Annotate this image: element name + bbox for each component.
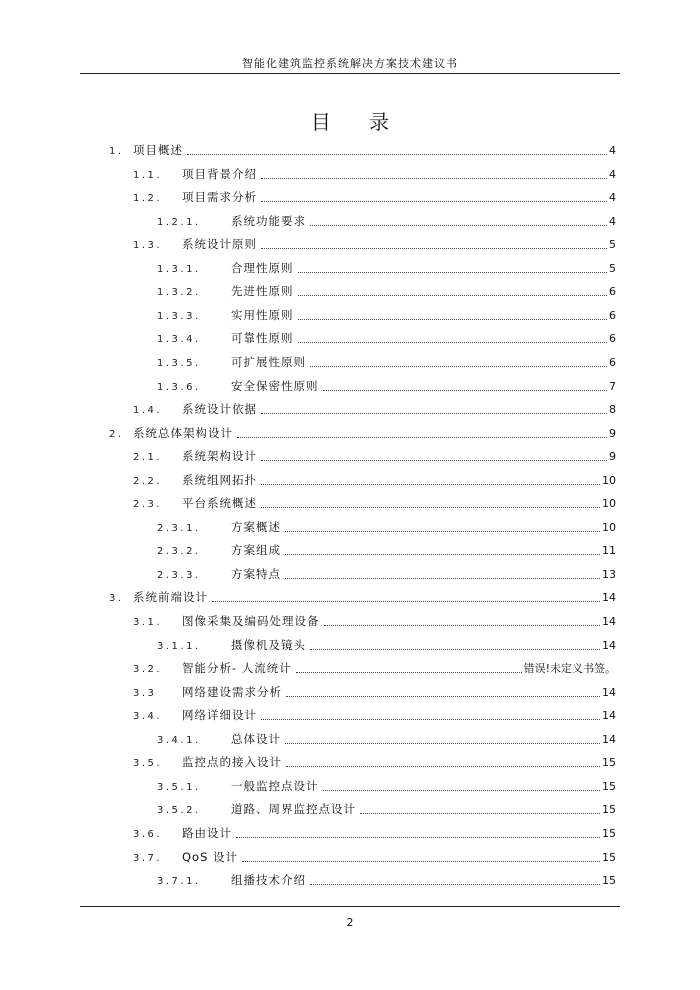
toc-entry-page: 14: [602, 615, 616, 628]
toc-entry-number: 2.: [109, 428, 124, 440]
toc-entry-number: 3.2.: [133, 664, 163, 676]
toc-entry[interactable]: [133, 493, 616, 513]
toc-entry[interactable]: [133, 705, 616, 725]
toc-entry-label: 方案组成: [231, 543, 281, 558]
toc-entry[interactable]: [157, 870, 616, 890]
toc-dot-leader: [286, 695, 600, 697]
toc-entry-number: 3.4.1.: [157, 734, 201, 746]
toc-entry-label: 组播技术介绍: [231, 873, 306, 888]
toc-entry-label: 先进性原则: [231, 284, 294, 299]
toc-dot-leader: [236, 836, 600, 838]
toc-entry[interactable]: [133, 847, 616, 867]
toc-entry[interactable]: [133, 682, 616, 702]
toc-entry-number: 2.3.2.: [157, 546, 201, 558]
toc-entry[interactable]: [157, 305, 616, 325]
toc-entry-page: 11: [602, 544, 616, 558]
toc-entry-number: 1.2.: [133, 193, 163, 205]
toc-entry-label: 项目需求分析: [182, 190, 257, 205]
toc-dot-leader: [237, 436, 607, 438]
toc-entry-label: 平台系统概述: [182, 496, 257, 511]
toc-dot-leader: [261, 718, 600, 720]
toc-entry-label: 系统功能要求: [231, 213, 306, 228]
toc-entry-label: 网络详细设计: [182, 708, 257, 723]
toc-entry-page: 10: [602, 520, 616, 534]
toc-entry-number: 2.3.: [133, 499, 163, 511]
toc-entry-label: 方案概述: [231, 519, 281, 534]
toc-entry-page: 4: [609, 191, 616, 205]
toc-entry[interactable]: [133, 234, 616, 254]
toc-entry[interactable]: [157, 258, 616, 278]
toc-entry-page: 14: [602, 709, 616, 723]
toc-entry-label: 摄像机及镜头: [231, 637, 306, 652]
toc-dot-leader: [285, 530, 600, 532]
toc-entry-page: 6: [609, 285, 616, 299]
toc-dot-leader: [298, 318, 608, 320]
toc-dot-leader: [310, 224, 607, 226]
toc-entry[interactable]: [157, 799, 616, 819]
toc-dot-leader: [310, 648, 600, 650]
toc-entry[interactable]: [157, 635, 616, 655]
toc-dot-leader: [261, 200, 607, 202]
toc-entry-label: 方案特点: [231, 566, 281, 581]
toc-entry-page: 4: [609, 214, 616, 228]
toc-entry-number: 3.7.: [133, 852, 163, 864]
toc-entry-label: 可扩展性原则: [231, 354, 306, 369]
toc-dot-leader: [310, 883, 600, 885]
toc-dot-leader: [285, 742, 600, 744]
toc-entry-page: 10: [602, 473, 616, 487]
toc-entry[interactable]: [133, 752, 616, 772]
toc-entry[interactable]: [133, 658, 616, 678]
toc-entry-number: 2.2.: [133, 475, 163, 487]
toc-entry[interactable]: [133, 823, 616, 843]
toc-entry-label: 实用性原则: [231, 307, 294, 322]
toc-entry-page: 15: [602, 826, 616, 840]
toc-entry-number: 3.6.: [133, 828, 163, 840]
toc-dot-leader: [286, 765, 600, 767]
toc-entry[interactable]: [133, 611, 616, 631]
toc-entry-label: 系统组网拓扑: [182, 472, 257, 487]
toc-entry-number: 2.1.: [133, 452, 163, 464]
toc-entry-label: 系统总体架构设计: [133, 425, 233, 440]
header-divider: [80, 73, 620, 74]
toc-entry-page: 错误!未定义书签。: [523, 662, 616, 676]
toc-entry-label: 图像采集及编码处理设备: [182, 614, 320, 628]
toc-entry-label: 项目概述: [133, 143, 183, 157]
toc-dot-leader: [261, 247, 607, 249]
toc-dot-leader: [212, 600, 600, 602]
toc-entry[interactable]: [157, 376, 616, 396]
toc-dot-leader: [261, 459, 607, 461]
toc-entry[interactable]: [133, 187, 616, 207]
toc-entry-number: 3.1.1.: [157, 640, 201, 652]
toc-entry[interactable]: [157, 540, 616, 560]
toc-entry-number: 3.3: [133, 687, 157, 699]
toc-entry[interactable]: [157, 281, 616, 301]
toc-entry[interactable]: [157, 328, 616, 348]
toc-entry-label: 智能分析- 人流统计: [182, 661, 292, 676]
toc-entry[interactable]: [109, 587, 616, 607]
toc-entry-number: 1.4.: [133, 405, 163, 417]
toc-dot-leader: [324, 624, 601, 626]
toc-entry-label: 网络建设需求分析: [182, 684, 282, 699]
page-number: 2: [346, 916, 354, 929]
footer-divider: [80, 906, 620, 907]
toc-entry-label: 项目背景介绍: [182, 166, 257, 181]
toc-entry-number: 1.3.3.: [157, 310, 201, 322]
toc-dot-leader: [285, 577, 600, 579]
toc-entry-number: 3.5.2.: [157, 805, 201, 817]
toc-dot-leader: [261, 412, 607, 414]
toc-dot-leader: [310, 365, 607, 367]
toc-entry-number: 1.2.1.: [157, 216, 201, 228]
toc-entry-page: 9: [609, 426, 616, 440]
toc-entry-page: 6: [609, 332, 616, 346]
toc-dot-leader: [261, 506, 600, 508]
toc-entry-page: 6: [609, 355, 616, 369]
toc-dot-leader: [298, 271, 608, 273]
toc-dot-leader: [296, 671, 522, 673]
toc-entry-number: 1.3.1.: [157, 263, 201, 275]
toc-entry-number: 3.5.: [133, 758, 163, 770]
toc-entry-label: 路由设计: [182, 825, 232, 840]
toc-entry-number: 3.7.1.: [157, 876, 201, 888]
toc-entry-label: 合理性原则: [231, 260, 294, 275]
toc-entry-page: 10: [602, 497, 616, 511]
toc-entry-number: 1.3.: [133, 240, 163, 252]
toc-dot-leader: [187, 153, 607, 155]
toc-entry-label: 总体设计: [231, 731, 281, 746]
toc-dot-leader: [298, 341, 608, 343]
toc-entry-number: 1.3.5.: [157, 357, 201, 369]
toc-entry-label: 可靠性原则: [231, 331, 294, 346]
toc-entry-number: 2.3.3.: [157, 569, 201, 581]
toc-entry-number: 1.3.4.: [157, 334, 201, 346]
toc-entry[interactable]: [109, 140, 616, 160]
toc-entry-label: 系统设计依据: [182, 402, 257, 417]
toc-dot-leader: [298, 294, 608, 296]
toc-entry-label: 系统前端设计: [133, 590, 208, 605]
toc-entry-page: 4: [609, 167, 616, 181]
toc-entry-label: 一般监控点设计: [231, 778, 319, 793]
toc-entry-label: 安全保密性原则: [231, 378, 319, 393]
toc-entry[interactable]: [157, 564, 616, 584]
toc-entry-page: 15: [602, 756, 616, 770]
toc-entry-label: QoS 设计: [182, 849, 239, 864]
toc-dot-leader: [323, 789, 601, 791]
toc-entry-number: 1.3.6.: [157, 381, 201, 393]
toc-entry-page: 13: [602, 567, 616, 581]
toc-entry-page: 15: [602, 803, 616, 817]
toc-dot-leader: [360, 812, 600, 814]
toc-entry-label: 监控点的接入设计: [182, 755, 282, 770]
toc-entry-page: 15: [602, 850, 616, 864]
toc-entry[interactable]: [133, 446, 616, 466]
toc-entry-page: 9: [609, 450, 616, 464]
toc-entry-label: 系统架构设计: [182, 449, 257, 464]
toc-entry[interactable]: [133, 470, 616, 490]
toc-entry[interactable]: [157, 729, 616, 749]
toc-entry-page: 5: [609, 238, 616, 252]
toc-dot-leader: [261, 483, 600, 485]
toc-entry[interactable]: [133, 164, 616, 184]
toc-entry-number: 1.3.2.: [157, 287, 201, 299]
toc-entry-label: 道路、周界监控点设计: [231, 802, 356, 817]
toc-entry-label: 系统设计原则: [182, 237, 257, 252]
toc-entry[interactable]: [157, 517, 616, 537]
toc-entry-page: 14: [602, 638, 616, 652]
toc-entry[interactable]: [157, 211, 616, 231]
toc-entry-number: 1.1.: [133, 169, 163, 181]
toc-entry[interactable]: [133, 399, 616, 419]
toc-dot-leader: [261, 177, 607, 179]
toc-entry-page: 5: [609, 261, 616, 275]
toc-entry-number: 1.: [109, 146, 124, 157]
toc-entry-number: 3.: [109, 593, 124, 605]
toc-heading: 目 录: [310, 110, 406, 134]
toc-entry-page: 15: [602, 779, 616, 793]
toc-entry-page: 15: [602, 874, 616, 888]
toc-entry-page: 6: [609, 308, 616, 322]
toc-entry-page: 8: [609, 403, 616, 417]
toc-entry-number: 2.3.1.: [157, 522, 201, 534]
toc-entry-page: 14: [602, 732, 616, 746]
toc-entry-page: 14: [602, 685, 616, 699]
toc-entry-number: 3.5.1.: [157, 781, 201, 793]
toc-dot-leader: [323, 389, 608, 391]
toc-entry-page: 7: [609, 379, 616, 393]
document-header-title: 智能化建筑监控系统解决方案技术建议书: [242, 57, 458, 70]
toc-dot-leader: [285, 553, 600, 555]
toc-entry-number: 3.1.: [133, 617, 163, 628]
toc-entry-number: 3.4.: [133, 711, 163, 723]
toc-entry-page: 4: [609, 144, 616, 157]
toc-entry[interactable]: [157, 352, 616, 372]
toc-entry[interactable]: [157, 776, 616, 796]
toc-dot-leader: [242, 860, 600, 862]
toc-entry-page: 14: [602, 591, 616, 605]
toc-entry[interactable]: [109, 423, 616, 443]
